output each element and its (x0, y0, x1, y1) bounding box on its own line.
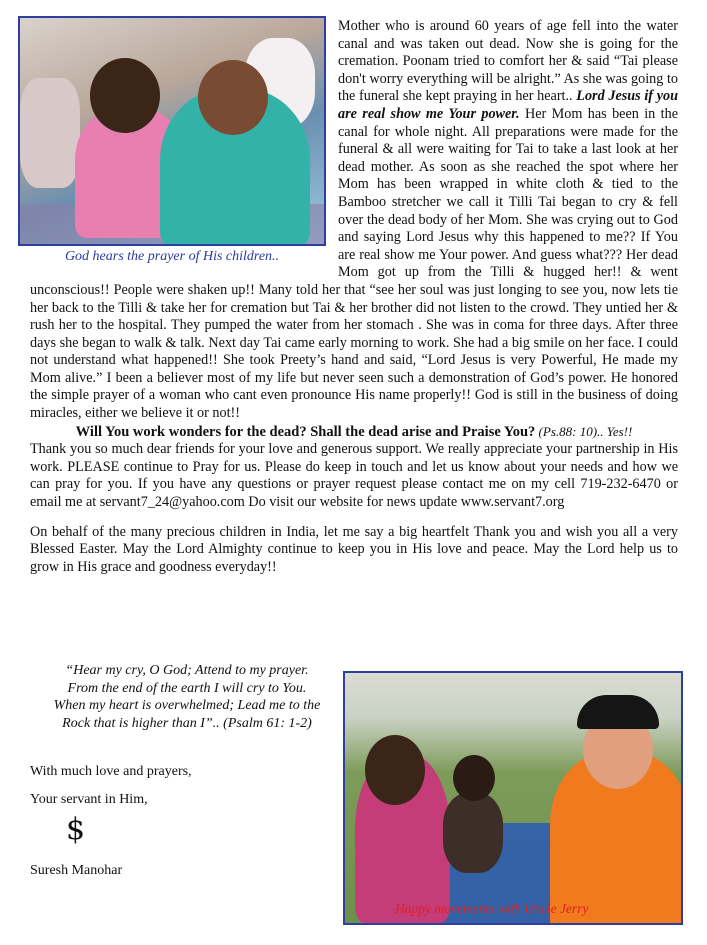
photo-top-caption: God hears the prayer of His children.. (64, 249, 280, 264)
story-body (30, 18, 678, 588)
closing-line-2: Your servant in Him, (30, 792, 148, 807)
photo-head-boy (453, 755, 495, 801)
story-emphasis: Lord Jesus if you are real show me Your power. (338, 88, 678, 122)
signer-name: Suresh Manohar (30, 863, 123, 878)
scripture-verse (30, 423, 678, 442)
story-text-1b: Her Mom has been in the canal for whole night. All preparations were made for the funeral & all were waiting for Tai to take a last look at her dead mother. As soon as she reached the spot where her Mom has been wrapped in white cloth & tied to the Bamboo stretcher we call it Tilli Tai began to cry & fell over the dead body of her Mom. She was crying out to God and saying Lord Jesus why this happened to me?? If You are real show me Your power. And guess what??? Her dead Mom got up from the Tilli & hugged her!! & went unconscious!! People were shaken up!! Many told her that “see her soul was just longing to see you, now lets tie her back to the Tilli & take her for cremation but Tai & her brother did not listen to the crowd. They untied her & rush her to the hospital. They pumped the water from her stomach . She was in coma for three days. After three days she began to walk & talk. Next day Tai came early morning to work. She had a big smile on her face. I could not understand what happened!! She took Preety’s hand and said, “Lord Jesus is very Powerful, He made my Mom alive.” I been a believer most of my life but never seen such a demonstration of God’s power. He honored the simple prayer of a woman who cant even pronounce His name properly!! God is still in the business of doing miracles, either we believe it or not!! (30, 105, 679, 422)
psalm-line-4: Rock that is higher than I”.. (Psalm 61: 1-2) (62, 715, 312, 731)
psalm-line-1: “Hear my cry, O God; Attend to my prayer. (65, 663, 309, 678)
scripture-verse-ref: (Ps.88: 10).. Yes!! (535, 423, 633, 439)
easter-paragraph: On behalf of the many precious children in India, let me say a big heartfelt Thank you and wish you all a very Blessed Easter. May the Lord Almighty continue to keep you in His love and peace. May the Lord help us to grow in His grace and goodness everyday!! (30, 523, 678, 575)
photo-bottom-caption: Happy movements with Uncle Jerry (395, 901, 589, 916)
photo-head-girl (365, 735, 425, 805)
photo-uncle-jerry (343, 671, 683, 925)
photo-float-space (30, 18, 334, 270)
signature-mark: $ (66, 812, 86, 847)
thanks-paragraph: Thank you so much dear friends for your love and generous support. We really appreciate your partnership in His work. PLEASE continue to Pray for us. Please do keep in touch and let us know about your needs and how we can pray for you. If you have any questions or prayer request please contact me on my cell 719-232-6470 or email me at servant7_24@yahoo.com Do visit our website for news update www.servant7.org (30, 441, 678, 511)
story-text-1a: Mother who is around 60 years of age fell into the water canal and was taken out dead. Now she is going for the cremation. Poonam tried to comfort her & said “Tai please don't worry everything will be alright.” As she was going to the funeral she kept praying in her heart.. (338, 18, 678, 105)
photo-figure-boy (443, 793, 503, 873)
closing-line-1: With much love and prayers, (30, 764, 192, 779)
psalm-line-2: From the end of the earth I will cry to You. (67, 680, 307, 696)
psalm-line-3: When my heart is overwhelmed; Lead me to the (53, 698, 321, 714)
psalm-quote (28, 662, 346, 732)
scripture-verse-text: Will You work wonders for the dead? Shall the dead arise and Praise You? (75, 423, 536, 440)
photo-cap (577, 695, 659, 729)
